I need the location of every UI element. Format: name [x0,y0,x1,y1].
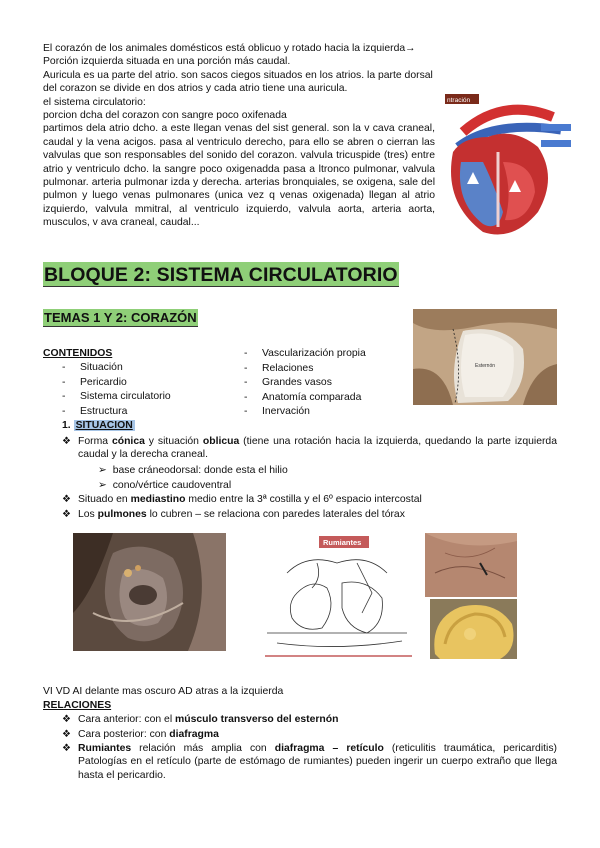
sub-bullet [98,464,288,477]
pericardium-photo [413,309,557,405]
diamond-bullet-icon: ❖ [62,743,71,754]
diamond-bullet-icon: ❖ [62,729,71,740]
bullet-text: y situación [144,436,203,447]
relation-anterior [62,713,557,726]
bold-text: diafragma [169,729,219,740]
sub-bullet-text: base cráneodorsal: donde esta el hilio [112,465,288,476]
bold-text: Rumiantes [78,743,132,754]
section-heading [62,419,135,432]
arrow-bullet-icon: ➢ [98,480,107,491]
list-item: - Inervación [244,405,366,420]
heart-circulation-diagram [443,92,573,242]
intro-text [43,42,435,230]
bullet-text: (reticulitis traumática, pericarditis) Patologías en el retículo (parte de estómago de rumiantes) pueden ingerir un cuerpo extraño que llega hasta el pericardio. [78,743,557,781]
list-item: - Relaciones [244,362,366,377]
contents-list-1 [62,361,171,419]
bullet-mediastinum [62,493,557,506]
intro-paragraph: partimos dela atrio dcho. a este llegan venas del sist general. son la v cava craneal, caudal y la vena acigos. pasa al ventriculo derecho, para ello se abren o cierran las valvulas que son responsables del sonido del corazon. valvula tricuspide (tres) entre atrio y ventriculo dcho. la sangre poco oxigenadda pasa a ltronco pulmonar, valvula pulmonar. arteria pulmonar izda y derecha. arterias bronquiales, se oxigena, sale del pulmon y luego venas pulmonares (unica vez q venas oxigenada) llegan al atrio izquierdo, valvula mmitral, al ventriculo izquierdo, valvula aorta, arteria aorta, musculos, v ava craneal, caudal... [43,123,435,229]
heart-orientation-note: VI VD AI delante mas oscuro AD atras a la izquierda [43,686,284,697]
intro-paragraph: El corazón de los animales domésticos está oblicuo y rotado hacia la izquierda→ Porción izquierda situada en una porción más caudal. [43,43,416,68]
contents-list-2 [244,347,366,420]
bullet-text: Forma [78,436,112,447]
list-item: - Pericardio [62,376,171,391]
intro-paragraph: porcion dcha del corazon con sangre poco oxifenada [43,110,287,122]
bold-text: diafragma – retículo [274,743,384,754]
list-item: - Grandes vasos [244,376,366,391]
bold-text: cónica [111,436,145,447]
bullet-lungs [62,508,557,521]
relation-ruminants [62,742,557,782]
list-item: - Vascularización propia [244,347,366,362]
bullet-text: (tiene una rotación hacia la izquierda, quedando la parte izquierda caudal y la derecha craneal. [78,436,557,461]
heart-photo [73,533,226,651]
intro-paragraph: Auricula es ua parte del atrio. son sacos ciegos situados en los atrios. la parte dorsal del corazon se divide en dos atrios y cada atrio tiene una auricula. [43,69,433,95]
reticulum-photo [425,533,517,597]
list-item: - Sistema circulatorio [62,390,171,405]
diagram-label: ntración [447,97,471,104]
bullet-shape [62,435,557,462]
diamond-bullet-icon: ❖ [62,436,71,447]
ruminant-diagram [257,533,417,658]
bullet-text: medio entre la 3ª costilla y el 6º espacio intercostal [185,494,422,505]
bullet-text: Los [78,509,98,520]
arrow-bullet-icon: ➢ [98,465,107,476]
bullet-text: Situado en [78,494,131,505]
list-item: - Situación [62,361,171,376]
bold-text: mediastino [130,494,186,505]
intro-paragraph: el sistema circulatorio: [43,96,146,108]
list-item: - Estructura [62,405,171,420]
ruminant-label: Rumiantes [323,538,362,547]
relation-posterior [62,728,557,741]
bold-text: pulmones [97,509,147,520]
diamond-bullet-icon: ❖ [62,509,71,520]
diamond-bullet-icon: ❖ [62,494,71,505]
sub-bullet-text: cono/vértice caudoventral [112,480,232,491]
relations-heading: RELACIONES [43,700,112,711]
sub-bullet [98,479,231,492]
list-item: - Anatomía comparada [244,391,366,406]
bullet-text: Cara anterior: con el [78,714,176,725]
topic-title: TEMAS 1 Y 2: CORAZÓN [44,310,197,325]
diamond-bullet-icon: ❖ [62,714,71,725]
bold-text: músculo transverso del esternón [175,714,339,725]
section-title: SITUACION [75,420,133,431]
bullet-text: Cara posterior: con [78,729,170,740]
block-title: BLOQUE 2: SISTEMA CIRCULATORIO [44,264,398,286]
contents-heading: CONTENIDOS [43,348,113,359]
bold-text: oblicua [202,436,240,447]
section-number: 1. [62,420,71,431]
bullet-text: lo cubren – se relaciona con paredes laterales del tórax [146,509,405,520]
bullet-text: relación más amplia con [131,743,275,754]
pericarditis-photo [430,599,517,659]
photo-label: Esternón [475,363,496,369]
